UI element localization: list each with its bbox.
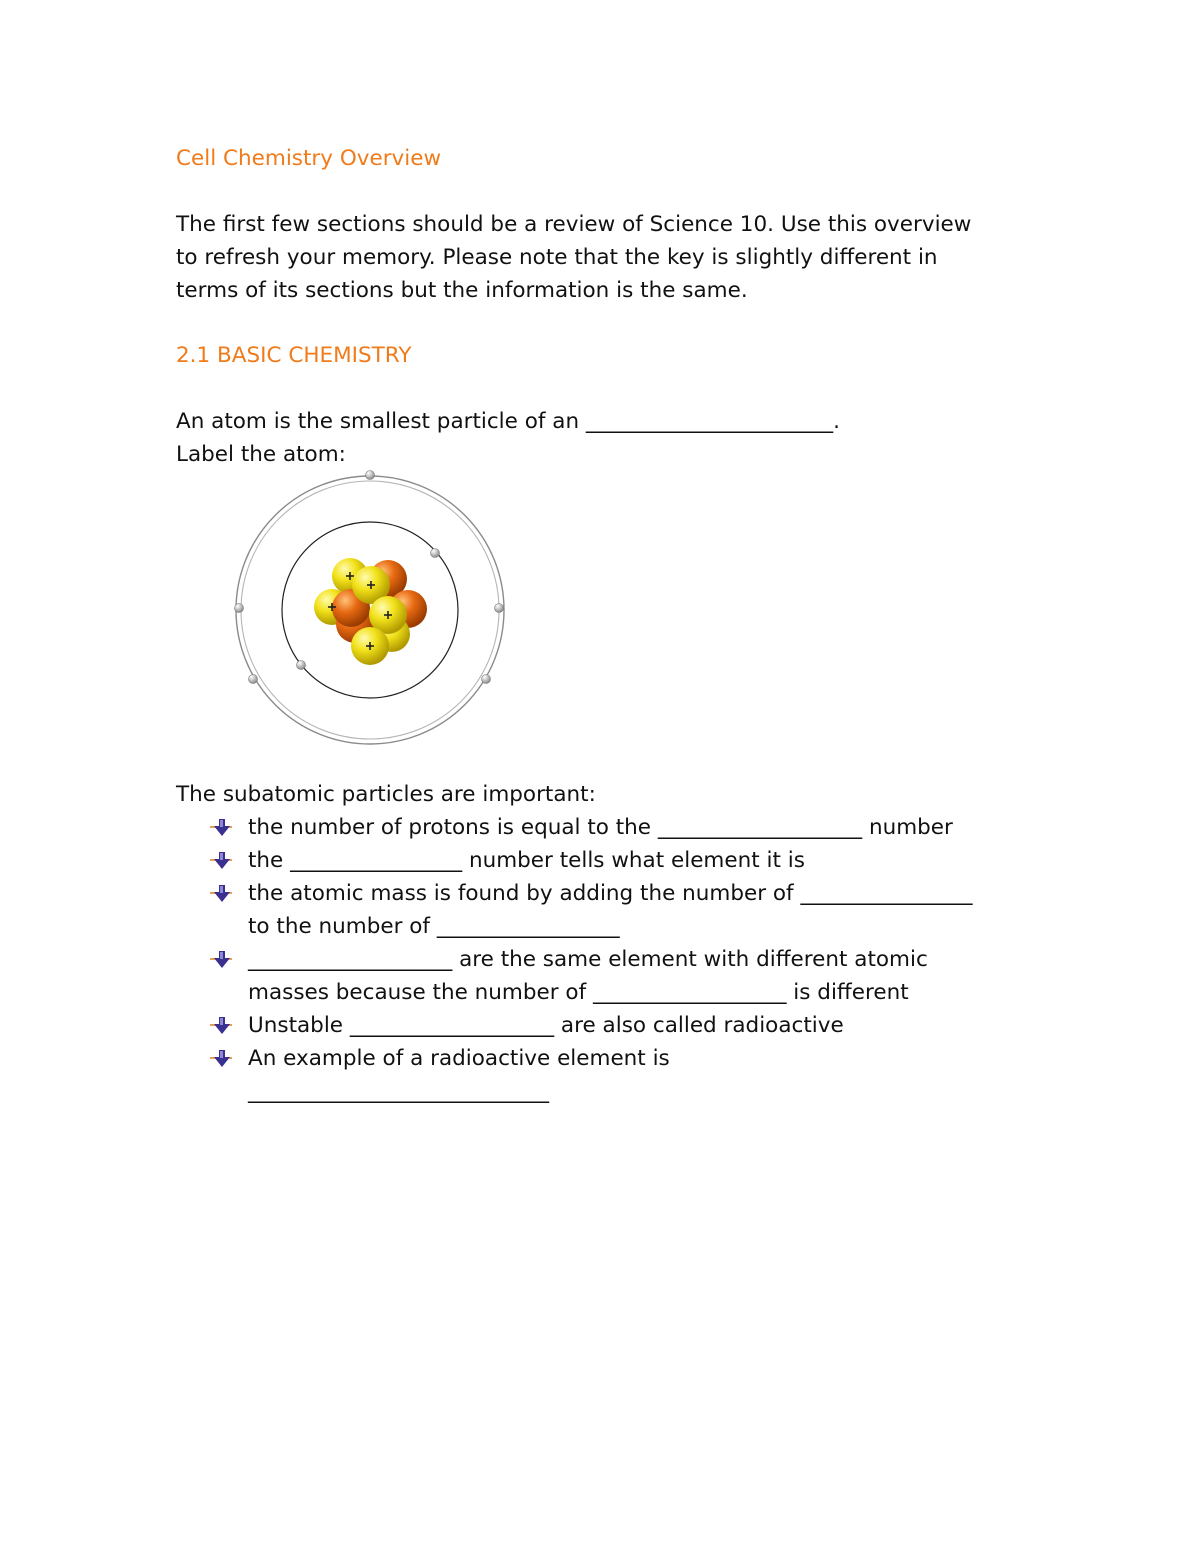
down-arrow-bullet-icon: [210, 1016, 234, 1036]
electron: [297, 661, 306, 670]
down-arrow-bullet-icon: [210, 950, 234, 970]
bullet-text: the atomic mass is found by adding the number of ________________: [248, 881, 973, 906]
list-item-continuation: [208, 910, 1108, 943]
list-item-continuation: [208, 1075, 1108, 1108]
list-item: [208, 1042, 1108, 1075]
section-heading: 2.1 BASIC CHEMISTRY: [176, 343, 412, 368]
list-item: [208, 943, 1108, 976]
electron: [495, 604, 504, 613]
electron: [235, 604, 244, 613]
bullet-text: An example of a radioactive element is: [248, 1046, 670, 1071]
subatomic-bullet-list: [208, 811, 1108, 1108]
bullet-text: the ________________ number tells what element it is: [248, 848, 805, 873]
atom-diagram: [228, 468, 514, 754]
list-item: [208, 811, 1108, 844]
list-item-continuation: [208, 976, 1108, 1009]
subatomic-intro: The subatomic particles are important:: [176, 782, 596, 807]
electron: [482, 675, 491, 684]
down-arrow-bullet-icon: [210, 818, 234, 838]
list-item: [208, 844, 1108, 877]
down-arrow-bullet-icon: [210, 851, 234, 871]
electron: [431, 549, 440, 558]
bullet-text: ____________________________: [248, 1079, 549, 1104]
nucleus: [314, 558, 427, 665]
electron: [249, 675, 258, 684]
atom-definition: An atom is the smallest particle of an _______________________.: [176, 409, 840, 434]
intro-line-1: The first few sections should be a review of Science 10. Use this overview: [176, 212, 972, 237]
bullet-text: Unstable ___________________ are also called radioactive: [248, 1013, 844, 1038]
list-item: [208, 877, 1108, 910]
label-prompt: Label the atom:: [176, 442, 346, 467]
down-arrow-bullet-icon: [210, 884, 234, 904]
bullet-text: the number of protons is equal to the ___________________ number: [248, 815, 953, 840]
bullet-text: ___________________ are the same element with different atomic: [248, 947, 928, 972]
page-title: Cell Chemistry Overview: [176, 146, 442, 171]
bullet-text: masses because the number of __________________ is different: [248, 980, 909, 1005]
intro-line-3: terms of its sections but the information is the same.: [176, 278, 748, 303]
down-arrow-bullet-icon: [210, 1049, 234, 1069]
bullet-text: to the number of _________________: [248, 914, 620, 939]
list-item: [208, 1009, 1108, 1042]
electron: [366, 471, 375, 480]
intro-line-2: to refresh your memory. Please note that the key is slightly different in: [176, 245, 938, 270]
